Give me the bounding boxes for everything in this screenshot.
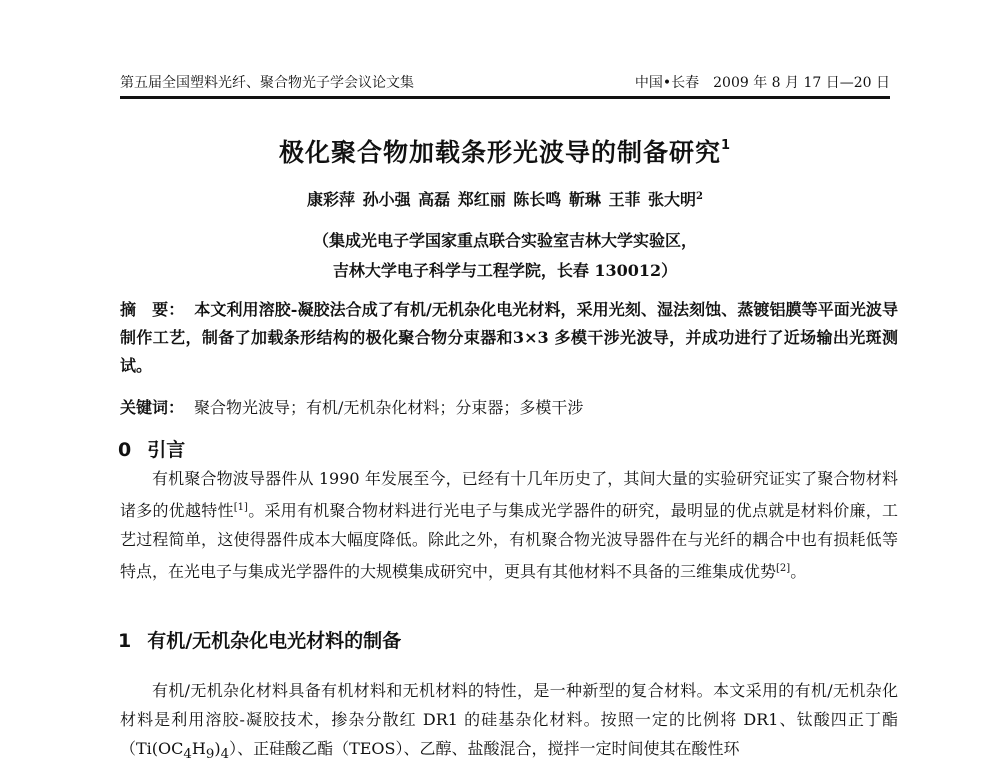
- running-header: [120, 74, 890, 99]
- paragraph-text: 有机聚合物波导器件从 1990 年发展至今，已经有十几年历史了，其间大量的实验研究证实了聚合物材料诸多的优越特性: [120, 469, 898, 520]
- abstract-text: 本文利用溶胶-凝胶法合成了有机/无机杂化电光材料，采用光刻、湿法刻蚀、蒸镀铝膜等平面光波导制作工艺，制备了加载条形结构的极化聚合物分束器和3×3 多模干涉光波导，并成功进行了近场输出光斑测试。: [120, 300, 898, 375]
- keywords: [120, 394, 898, 422]
- keywords-text: 聚合物光波导；有机/无机杂化材料；分束器；多模干涉: [194, 398, 584, 417]
- section-number: 0: [118, 439, 132, 461]
- section-title: 引言: [147, 439, 186, 461]
- keywords-label: 关键词：: [120, 398, 185, 417]
- location-date: 中国•长春 2009 年 8 月 17 日—20 日: [634, 75, 890, 91]
- abstract: [120, 296, 898, 380]
- paragraph-text: 。: [790, 562, 807, 581]
- authors-text: 康彩萍 孙小强 高磊 郑红丽 陈长鸣 靳琳 王菲 张大明: [307, 190, 697, 209]
- materials-paragraph: [120, 676, 898, 769]
- author-list: [120, 186, 890, 211]
- abstract-label: 摘 要：: [120, 300, 185, 319]
- paragraph-text: ): [214, 739, 221, 758]
- introduction-paragraph: [120, 464, 898, 586]
- citation-2[interactable]: [2]: [776, 563, 791, 574]
- affiliation-line-2: 吉林大学电子科学与工程学院，长春 130012）: [332, 261, 678, 280]
- citation-1[interactable]: [1]: [233, 502, 248, 513]
- author-footnote-mark: 2: [696, 191, 703, 202]
- conference-name: 第五届全国塑料光纤、聚合物光子学会议论文集: [120, 75, 414, 91]
- affiliation-line-1: （集成光电子学国家重点联合实验室吉林大学实验区，: [312, 231, 697, 250]
- section-title: 有机/无机杂化电光材料的制备: [147, 630, 402, 652]
- section-number: 1: [118, 630, 132, 652]
- subscript: 4: [220, 747, 230, 763]
- paragraph-text: 有机/无机杂化材料具备有机材料和无机材料的特性，是一种新型的复合材料。本文采用的有机/无机杂化材料是利用溶胶-凝胶技术，掺杂分散红 DR1 的硅基杂化材料。按照一定的比例将 DR1、钛酸四正丁酯（Ti(OC: [120, 681, 898, 758]
- paragraph-text: H: [191, 739, 206, 758]
- title-footnote-mark: 1: [720, 138, 732, 153]
- section-heading-materials: [118, 628, 401, 654]
- title-text: 极化聚合物加载条形光波导的制备研究: [278, 138, 721, 167]
- paragraph-text: 。采用有机聚合物材料进行光电子与集成光学器件的研究，最明显的优点就是材料价廉，工艺过程简单，这使得器件成本大幅度降低。除此之外，有机聚合物光波导器件在与光纤的耦合中也有损耗低等特点，在光电子与集成光学器件的大规模集成研究中，更具有其他材料不具备的三维集成优势: [120, 501, 898, 581]
- subscript: 9: [205, 747, 215, 763]
- paper-title: [120, 130, 890, 169]
- paragraph-text: ）、正硅酸乙酯（TEOS）、乙醇、盐酸混合，搅拌一定时间使其在酸性环: [229, 739, 740, 758]
- subscript: 4: [183, 747, 192, 763]
- section-heading-introduction: [118, 437, 185, 463]
